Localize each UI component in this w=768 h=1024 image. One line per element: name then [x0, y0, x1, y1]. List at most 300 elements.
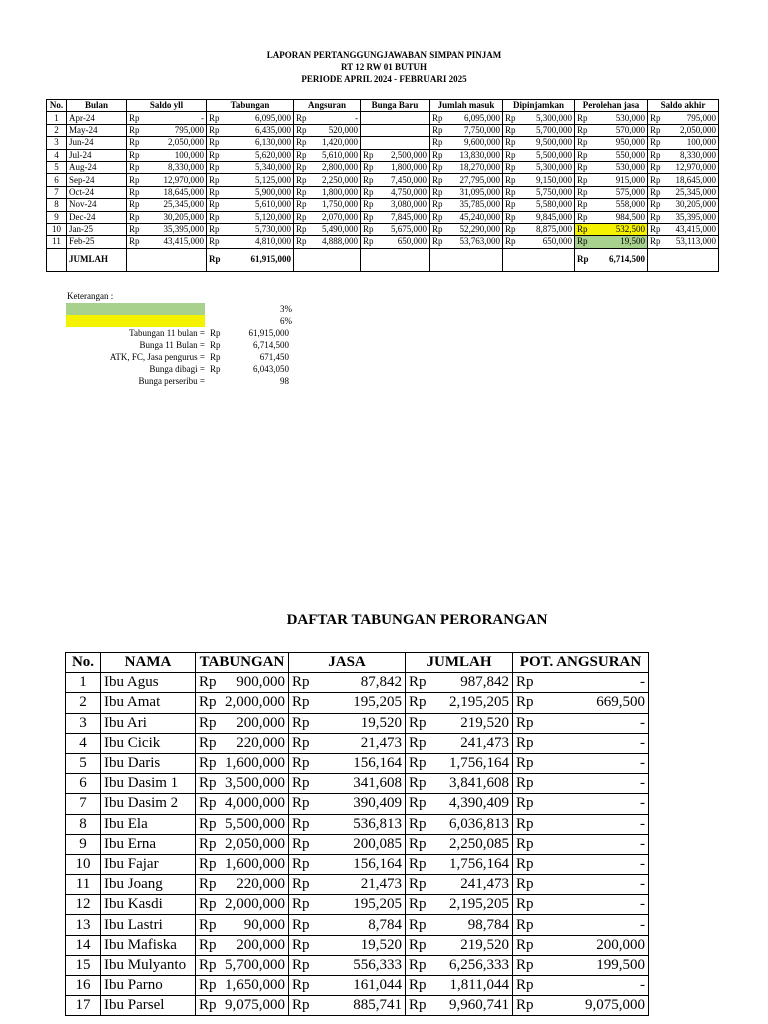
report-cell-tabungan: 6,095,000 — [224, 112, 294, 124]
savings-cell-tabungan-currency: Rp — [196, 753, 220, 773]
savings-cell-pot-currency: Rp — [513, 834, 538, 854]
report-cell-jumlah-masuk: 52,290,000 — [445, 223, 503, 235]
report-cell-bunga-baru: 7,845,000 — [378, 211, 430, 223]
savings-cell-pot-currency: Rp — [513, 996, 538, 1016]
savings-header-nama: NAMA — [101, 653, 196, 673]
savings-cell-nama: Ibu Erna — [101, 834, 196, 854]
report-row — [47, 223, 719, 235]
savings-cell-jasa: 200,085 — [314, 834, 406, 854]
savings-cell-pot: - — [538, 814, 649, 834]
report-cell-tabungan-currency: Rp — [207, 149, 224, 161]
report-cell-angsuran-currency: Rp — [294, 161, 311, 173]
savings-cell-jumlah-currency: Rp — [406, 814, 431, 834]
report-cell-saldo-yll: - — [145, 112, 207, 124]
report-cell-saldo-akhir: 53,113,000 — [663, 236, 719, 248]
savings-cell-tabungan: 2,050,000 — [220, 834, 289, 854]
report-cell-bunga-baru — [378, 124, 430, 136]
report-cell-saldo-akhir-currency: Rp — [648, 199, 663, 211]
report-cell-tabungan: 5,340,000 — [224, 161, 294, 173]
report-cell-bulan: Apr-24 — [67, 112, 127, 124]
report-cell-saldo-akhir: 8,330,000 — [663, 149, 719, 161]
report-cell-angsuran-currency: Rp — [294, 124, 311, 136]
savings-cell-jasa: 21,473 — [314, 875, 406, 895]
report-cell-dipinjamkan-currency: Rp — [503, 124, 517, 136]
report-cell-bunga-baru-currency: Rp — [361, 149, 378, 161]
report-cell-saldo-yll: 25,345,000 — [145, 199, 207, 211]
report-cell-angsuran-currency: Rp — [294, 137, 311, 149]
savings-cell-jasa-currency: Rp — [289, 915, 314, 935]
report-cell-dipinjamkan: 5,300,000 — [517, 112, 575, 124]
report-cell-dipinjamkan-currency: Rp — [503, 211, 517, 223]
savings-cell-tabungan: 9,075,000 — [220, 996, 289, 1016]
savings-cell-pot: - — [538, 895, 649, 915]
savings-cell-pot: - — [538, 753, 649, 773]
report-cell-perolehan-jasa-currency: Rp — [575, 112, 590, 124]
report-cell-bunga-baru: 1,800,000 — [378, 161, 430, 173]
savings-cell-jasa: 8,784 — [314, 915, 406, 935]
savings-cell-tabungan-currency: Rp — [196, 895, 220, 915]
report-cell-dipinjamkan: 5,700,000 — [517, 124, 575, 136]
report-cell-saldo-akhir-currency: Rp — [648, 211, 663, 223]
savings-cell-no: 5 — [66, 753, 101, 773]
report-cell-bunga-baru: 650,000 — [378, 236, 430, 248]
savings-cell-pot-currency: Rp — [513, 774, 538, 794]
legend-yellow-swatch — [66, 315, 205, 327]
report-cell-jumlah-masuk-currency: Rp — [430, 124, 445, 136]
header-jumlah-masuk: Jumlah masuk — [430, 100, 503, 112]
report-cell-angsuran: 5,490,000 — [311, 223, 361, 235]
savings-cell-pot-currency: Rp — [513, 673, 538, 693]
report-cell-bunga-baru-currency: Rp — [361, 186, 378, 198]
report-cell-saldo-yll-currency: Rp — [127, 211, 145, 223]
report-cell-saldo-yll: 12,970,000 — [145, 174, 207, 186]
report-cell-dipinjamkan-currency: Rp — [503, 223, 517, 235]
report-cell-saldo-yll: 30,205,000 — [145, 211, 207, 223]
savings-cell-jumlah-currency: Rp — [406, 915, 431, 935]
header-angsuran: Angsuran — [294, 100, 361, 112]
savings-cell-jumlah: 1,756,164 — [431, 854, 513, 874]
savings-cell-jumlah-currency: Rp — [406, 794, 431, 814]
report-cell-tabungan: 5,900,000 — [224, 186, 294, 198]
report-cell-saldo-yll: 43,415,000 — [145, 236, 207, 248]
report-cell-saldo-akhir-currency: Rp — [648, 186, 663, 198]
report-cell-dipinjamkan-currency: Rp — [503, 112, 517, 124]
report-cell-saldo-akhir-currency: Rp — [648, 124, 663, 136]
savings-cell-tabungan-currency: Rp — [196, 955, 220, 975]
report-cell-perolehan-jasa-currency: Rp — [575, 223, 590, 235]
savings-cell-tabungan-currency: Rp — [196, 693, 220, 713]
report-cell-jumlah-masuk: 13,830,000 — [445, 149, 503, 161]
savings-cell-jasa: 341,608 — [314, 774, 406, 794]
savings-cell-pot: - — [538, 915, 649, 935]
savings-cell-jumlah-currency: Rp — [406, 733, 431, 753]
savings-cell-nama: Ibu Kasdi — [101, 895, 196, 915]
notes-line-currency: Rp — [210, 328, 221, 338]
savings-cell-jumlah: 6,256,333 — [431, 955, 513, 975]
report-cell-no: 7 — [47, 186, 67, 198]
report-cell-jumlah-masuk-currency: Rp — [430, 236, 445, 248]
report-cell-saldo-akhir-currency: Rp — [648, 137, 663, 149]
savings-cell-jumlah-currency: Rp — [406, 895, 431, 915]
report-cell-perolehan-jasa: 550,000 — [590, 149, 648, 161]
savings-row — [66, 814, 649, 834]
savings-cell-jumlah-currency: Rp — [406, 875, 431, 895]
report-cell-bulan: Feb-25 — [67, 236, 127, 248]
savings-cell-jumlah-currency: Rp — [406, 996, 431, 1016]
report-cell-tabungan-currency: Rp — [207, 223, 224, 235]
savings-row — [66, 693, 649, 713]
report-row — [47, 137, 719, 149]
report-cell-jumlah-masuk-currency: Rp — [430, 199, 445, 211]
report-cell-dipinjamkan: 9,150,000 — [517, 174, 575, 186]
total-perolehan-jasa: 6,714,500 — [590, 248, 648, 271]
report-cell-perolehan-jasa-currency: Rp — [575, 161, 590, 173]
savings-header-row — [66, 653, 649, 673]
report-cell-angsuran: - — [311, 112, 361, 124]
report-cell-no: 8 — [47, 199, 67, 211]
report-cell-saldo-akhir: 43,415,000 — [663, 223, 719, 235]
savings-cell-tabungan: 200,000 — [220, 935, 289, 955]
savings-cell-pot: - — [538, 733, 649, 753]
savings-cell-pot-currency: Rp — [513, 935, 538, 955]
savings-cell-no: 14 — [66, 935, 101, 955]
savings-cell-nama: Ibu Fajar — [101, 854, 196, 874]
savings-cell-jumlah: 98,784 — [431, 915, 513, 935]
notes-line-value: 98 — [280, 376, 289, 386]
savings-cell-no: 17 — [66, 996, 101, 1016]
report-cell-dipinjamkan-currency: Rp — [503, 161, 517, 173]
savings-cell-nama: Ibu Parno — [101, 976, 196, 996]
notes-line-currency: Rp — [210, 340, 221, 350]
savings-row — [66, 875, 649, 895]
savings-cell-jumlah: 1,756,164 — [431, 753, 513, 773]
savings-cell-nama: Ibu Dasim 1 — [101, 774, 196, 794]
report-cell-saldo-yll-currency: Rp — [127, 161, 145, 173]
savings-cell-tabungan-currency: Rp — [196, 774, 220, 794]
savings-cell-pot-currency: Rp — [513, 895, 538, 915]
report-cell-bunga-baru: 3,080,000 — [378, 199, 430, 211]
savings-cell-no: 7 — [66, 794, 101, 814]
header-saldo-akhir: Saldo akhir — [648, 100, 719, 112]
savings-cell-tabungan-currency: Rp — [196, 713, 220, 733]
savings-cell-jumlah-currency: Rp — [406, 834, 431, 854]
report-cell-saldo-yll-currency: Rp — [127, 124, 145, 136]
savings-cell-pot: - — [538, 673, 649, 693]
report-row — [47, 236, 719, 248]
savings-cell-jumlah: 219,520 — [431, 713, 513, 733]
savings-table-body — [66, 673, 649, 1016]
savings-cell-jasa-currency: Rp — [289, 753, 314, 773]
report-cell-bulan: Dec-24 — [67, 211, 127, 223]
report-cell-jumlah-masuk: 53,763,000 — [445, 236, 503, 248]
report-cell-tabungan-currency: Rp — [207, 137, 224, 149]
savings-cell-jasa: 161,044 — [314, 976, 406, 996]
savings-cell-no: 10 — [66, 854, 101, 874]
report-cell-angsuran-currency: Rp — [294, 186, 311, 198]
savings-cell-jasa-currency: Rp — [289, 713, 314, 733]
savings-header-no: No. — [66, 653, 101, 673]
report-row — [47, 186, 719, 198]
savings-cell-jumlah: 2,195,205 — [431, 895, 513, 915]
report-cell-angsuran: 4,888,000 — [311, 236, 361, 248]
report-cell-tabungan: 5,620,000 — [224, 149, 294, 161]
report-cell-bunga-baru — [378, 112, 430, 124]
savings-cell-nama: Ibu Ela — [101, 814, 196, 834]
report-cell-saldo-akhir: 2,050,000 — [663, 124, 719, 136]
report-cell-jumlah-masuk: 6,095,000 — [445, 112, 503, 124]
savings-cell-tabungan-currency: Rp — [196, 996, 220, 1016]
report-cell-bunga-baru-currency — [361, 112, 378, 124]
savings-header-jasa: JASA — [289, 653, 406, 673]
report-cell-angsuran: 1,420,000 — [311, 137, 361, 149]
total-tabungan-currency: Rp — [207, 248, 224, 271]
report-cell-saldo-yll: 35,395,000 — [145, 223, 207, 235]
report-cell-angsuran-currency: Rp — [294, 174, 311, 186]
report-cell-saldo-yll-currency: Rp — [127, 174, 145, 186]
savings-cell-jumlah-currency: Rp — [406, 774, 431, 794]
savings-row — [66, 713, 649, 733]
savings-cell-jumlah: 4,390,409 — [431, 794, 513, 814]
report-cell-jumlah-masuk: 45,240,000 — [445, 211, 503, 223]
report-cell-saldo-akhir-currency: Rp — [648, 223, 663, 235]
savings-row — [66, 733, 649, 753]
report-cell-perolehan-jasa-currency: Rp — [575, 186, 590, 198]
report-cell-saldo-yll-currency: Rp — [127, 112, 145, 124]
report-cell-perolehan-jasa: 575,000 — [590, 186, 648, 198]
report-cell-bulan: Aug-24 — [67, 161, 127, 173]
savings-cell-jumlah: 219,520 — [431, 935, 513, 955]
savings-cell-no: 6 — [66, 774, 101, 794]
report-cell-bulan: Sep-24 — [67, 174, 127, 186]
report-cell-angsuran-currency: Rp — [294, 112, 311, 124]
savings-cell-nama: Ibu Parsel — [101, 996, 196, 1016]
savings-cell-tabungan: 3,500,000 — [220, 774, 289, 794]
savings-cell-jumlah: 9,960,741 — [431, 996, 513, 1016]
savings-cell-pot-currency: Rp — [513, 753, 538, 773]
savings-cell-jumlah: 241,473 — [431, 875, 513, 895]
savings-cell-jasa: 390,409 — [314, 794, 406, 814]
header-tabungan: Tabungan — [207, 100, 294, 112]
report-cell-tabungan-currency: Rp — [207, 124, 224, 136]
report-cell-perolehan-jasa: 530,000 — [590, 161, 648, 173]
savings-cell-tabungan-currency: Rp — [196, 875, 220, 895]
legend-green-value: 3% — [280, 304, 292, 314]
savings-cell-jasa: 536,813 — [314, 814, 406, 834]
report-cell-no: 1 — [47, 112, 67, 124]
savings-cell-nama: Ibu Agus — [101, 673, 196, 693]
savings-cell-jumlah-currency: Rp — [406, 976, 431, 996]
legend-yellow-value: 6% — [280, 316, 292, 326]
savings-cell-pot-currency: Rp — [513, 915, 538, 935]
report-cell-saldo-yll: 795,000 — [145, 124, 207, 136]
report-cell-perolehan-jasa: 570,000 — [590, 124, 648, 136]
report-cell-angsuran-currency: Rp — [294, 149, 311, 161]
savings-row — [66, 753, 649, 773]
report-cell-saldo-akhir-currency: Rp — [648, 161, 663, 173]
savings-cell-jasa: 87,842 — [314, 673, 406, 693]
savings-cell-tabungan: 5,500,000 — [220, 814, 289, 834]
savings-cell-no: 11 — [66, 875, 101, 895]
report-cell-saldo-yll-currency: Rp — [127, 236, 145, 248]
savings-cell-no: 2 — [66, 693, 101, 713]
report-cell-jumlah-masuk: 18,270,000 — [445, 161, 503, 173]
savings-cell-tabungan-currency: Rp — [196, 976, 220, 996]
savings-cell-jumlah-currency: Rp — [406, 955, 431, 975]
report-cell-perolehan-jasa: 950,000 — [590, 137, 648, 149]
report-cell-jumlah-masuk-currency: Rp — [430, 112, 445, 124]
savings-cell-jumlah-currency: Rp — [406, 753, 431, 773]
report-row — [47, 199, 719, 211]
notes-line-value: 6,043,050 — [253, 364, 289, 374]
savings-cell-jumlah: 2,250,085 — [431, 834, 513, 854]
report-cell-saldo-yll: 18,645,000 — [145, 186, 207, 198]
savings-cell-tabungan: 1,600,000 — [220, 854, 289, 874]
report-cell-saldo-yll-currency: Rp — [127, 186, 145, 198]
savings-cell-jasa: 885,741 — [314, 996, 406, 1016]
savings-cell-jumlah: 1,811,044 — [431, 976, 513, 996]
report-table — [46, 99, 719, 272]
notes-line-label: Bunga 11 Bulan = — [139, 340, 205, 350]
report-cell-dipinjamkan-currency: Rp — [503, 137, 517, 149]
report-cell-dipinjamkan-currency: Rp — [503, 186, 517, 198]
savings-cell-nama: Ibu Cicik — [101, 733, 196, 753]
savings-cell-nama: Ibu Mafiska — [101, 935, 196, 955]
savings-cell-pot: 669,500 — [538, 693, 649, 713]
report-cell-saldo-akhir: 35,395,000 — [663, 211, 719, 223]
savings-cell-tabungan-currency: Rp — [196, 733, 220, 753]
savings-cell-tabungan: 2,000,000 — [220, 693, 289, 713]
report-cell-jumlah-masuk: 35,785,000 — [445, 199, 503, 211]
notes-line-label: ATK, FC, Jasa pengurus = — [109, 352, 205, 362]
report-cell-saldo-yll: 2,050,000 — [145, 137, 207, 149]
savings-cell-tabungan-currency: Rp — [196, 834, 220, 854]
report-cell-dipinjamkan-currency: Rp — [503, 199, 517, 211]
report-cell-bunga-baru-currency: Rp — [361, 161, 378, 173]
savings-cell-jumlah-currency: Rp — [406, 673, 431, 693]
savings-cell-jumlah: 2,195,205 — [431, 693, 513, 713]
report-cell-dipinjamkan: 5,580,000 — [517, 199, 575, 211]
report-cell-saldo-yll-currency: Rp — [127, 149, 145, 161]
savings-cell-no: 3 — [66, 713, 101, 733]
savings-cell-no: 13 — [66, 915, 101, 935]
notes-line-label: Bunga perseribu = — [138, 376, 205, 386]
savings-cell-pot: - — [538, 854, 649, 874]
savings-row — [66, 996, 649, 1016]
report-cell-jumlah-masuk-currency: Rp — [430, 186, 445, 198]
savings-cell-nama: Ibu Amat — [101, 693, 196, 713]
savings-cell-pot-currency: Rp — [513, 794, 538, 814]
report-row — [47, 124, 719, 136]
report-cell-angsuran: 2,800,000 — [311, 161, 361, 173]
report-table-body — [47, 112, 719, 248]
report-cell-perolehan-jasa: 558,000 — [590, 199, 648, 211]
report-cell-bunga-baru: 7,450,000 — [378, 174, 430, 186]
savings-cell-pot-currency: Rp — [513, 713, 538, 733]
report-cell-tabungan-currency: Rp — [207, 211, 224, 223]
notes-line-value: 6,714,500 — [253, 340, 289, 350]
savings-header-jumlah: JUMLAH — [406, 653, 513, 673]
notes-line-label: Tabungan 11 bulan = — [129, 328, 205, 338]
savings-cell-no: 9 — [66, 834, 101, 854]
savings-cell-tabungan: 5,700,000 — [220, 955, 289, 975]
report-cell-bunga-baru-currency: Rp — [361, 223, 378, 235]
total-jasa-currency: Rp — [575, 248, 590, 271]
report-cell-bunga-baru-currency: Rp — [361, 236, 378, 248]
savings-cell-tabungan: 4,000,000 — [220, 794, 289, 814]
report-total-row — [47, 248, 719, 271]
report-cell-bulan: Jun-24 — [67, 137, 127, 149]
report-cell-angsuran-currency: Rp — [294, 199, 311, 211]
report-cell-jumlah-masuk-currency: Rp — [430, 137, 445, 149]
report-cell-dipinjamkan: 5,300,000 — [517, 161, 575, 173]
savings-cell-jasa-currency: Rp — [289, 976, 314, 996]
report-cell-angsuran-currency: Rp — [294, 211, 311, 223]
savings-cell-jasa-currency: Rp — [289, 774, 314, 794]
savings-row — [66, 955, 649, 975]
savings-row — [66, 935, 649, 955]
report-cell-jumlah-masuk: 31,095,000 — [445, 186, 503, 198]
report-cell-tabungan: 5,610,000 — [224, 199, 294, 211]
report-cell-angsuran: 520,000 — [311, 124, 361, 136]
report-cell-bunga-baru: 4,750,000 — [378, 186, 430, 198]
report-title-line-2: RT 12 RW 01 BUTUH — [340, 62, 428, 72]
report-cell-tabungan-currency: Rp — [207, 186, 224, 198]
savings-row — [66, 794, 649, 814]
savings-row — [66, 976, 649, 996]
report-cell-dipinjamkan: 650,000 — [517, 236, 575, 248]
report-cell-saldo-akhir-currency: Rp — [648, 112, 663, 124]
report-cell-tabungan-currency: Rp — [207, 174, 224, 186]
savings-cell-jasa-currency: Rp — [289, 935, 314, 955]
report-cell-saldo-akhir-currency: Rp — [648, 174, 663, 186]
report-cell-perolehan-jasa-currency: Rp — [575, 199, 590, 211]
savings-row — [66, 854, 649, 874]
savings-cell-tabungan: 220,000 — [220, 733, 289, 753]
savings-cell-pot: - — [538, 834, 649, 854]
report-row — [47, 161, 719, 173]
report-cell-bunga-baru-currency — [361, 124, 378, 136]
savings-cell-nama: Ibu Dasim 2 — [101, 794, 196, 814]
savings-cell-pot-currency: Rp — [513, 693, 538, 713]
report-cell-perolehan-jasa: 530,000 — [590, 112, 648, 124]
savings-cell-pot: 199,500 — [538, 955, 649, 975]
savings-title: DAFTAR TABUNGAN PERORANGAN — [286, 612, 548, 628]
report-cell-no: 3 — [47, 137, 67, 149]
report-cell-dipinjamkan: 5,750,000 — [517, 186, 575, 198]
header-bunga-baru: Bunga Baru — [361, 100, 430, 112]
report-cell-bulan: May-24 — [67, 124, 127, 136]
report-cell-jumlah-masuk-currency: Rp — [430, 174, 445, 186]
report-cell-angsuran: 5,610,000 — [311, 149, 361, 161]
report-row — [47, 174, 719, 186]
savings-cell-jasa: 19,520 — [314, 935, 406, 955]
report-cell-perolehan-jasa: 915,000 — [590, 174, 648, 186]
savings-cell-nama: Ibu Joang — [101, 875, 196, 895]
report-title-line-3: PERIODE APRIL 2024 - FEBRUARI 2025 — [301, 74, 467, 84]
savings-cell-jasa-currency: Rp — [289, 733, 314, 753]
report-cell-jumlah-masuk-currency: Rp — [430, 223, 445, 235]
report-cell-saldo-akhir-currency: Rp — [648, 149, 663, 161]
savings-cell-no: 12 — [66, 895, 101, 915]
report-title-line-1: LAPORAN PERTANGGUNGJAWABAN SIMPAN PINJAM — [266, 50, 502, 60]
report-cell-jumlah-masuk-currency: Rp — [430, 149, 445, 161]
savings-cell-jumlah: 987,842 — [431, 673, 513, 693]
report-cell-saldo-yll-currency: Rp — [127, 137, 145, 149]
report-cell-no: 10 — [47, 223, 67, 235]
report-cell-perolehan-jasa-currency: Rp — [575, 137, 590, 149]
report-cell-perolehan-jasa-currency: Rp — [575, 236, 590, 248]
report-cell-dipinjamkan-currency: Rp — [503, 236, 517, 248]
